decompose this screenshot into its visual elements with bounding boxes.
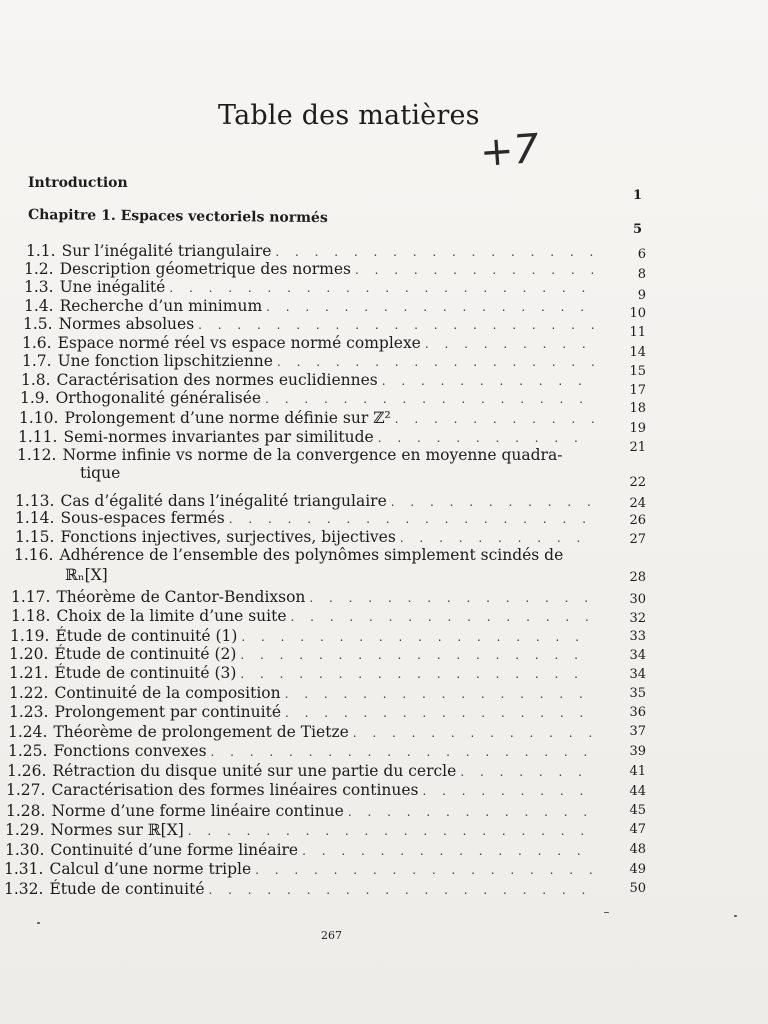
toc-leader-dots — [211, 742, 594, 761]
toc-entry-title: Étude de continuité — [49, 880, 205, 898]
toc-entry-number: 1.25. — [8, 742, 48, 760]
toc-leader-dots — [229, 509, 594, 528]
toc-entry-number: 1.20. — [9, 645, 49, 663]
toc-entry-number: 1.13. — [15, 492, 55, 510]
toc-entry-number: 1.5. — [23, 315, 53, 333]
toc-entry-number: 1.7. — [22, 352, 52, 370]
toc-leader-dots — [353, 723, 594, 742]
toc-entry-page: 6 — [637, 247, 646, 262]
toc-entry-number: 1.3. — [24, 278, 54, 296]
toc-entry[interactable] — [18, 427, 598, 447]
toc-entry-number: 1.24. — [8, 723, 48, 741]
toc-entry-page: 10 — [629, 306, 646, 321]
toc-entry-title: Norme d’une forme linéaire continue — [51, 802, 344, 820]
toc-entry-page: 34 — [629, 648, 646, 663]
toc-entry-title: Caractérisation des formes linéaires continues — [51, 781, 419, 799]
toc-entry-title: Une inégalité — [59, 278, 166, 296]
toc-entry-page: 15 — [629, 364, 646, 379]
toc-entry-number: 1.15. — [15, 528, 55, 546]
toc-entry-title: Étude de continuité (2) — [54, 645, 237, 663]
toc-entry-page: 45 — [629, 803, 646, 818]
toc-entry[interactable] — [24, 277, 598, 297]
toc-leader-dots — [285, 703, 594, 722]
toc-entry-title: Normes sur ℝ[X] — [50, 821, 184, 839]
toc-entry-number: 1.31. — [4, 860, 44, 878]
toc-entry-number: 1.32. — [4, 880, 44, 898]
toc-entry-number: 1.6. — [22, 334, 52, 352]
toc-entry-page: 11 — [629, 325, 646, 340]
footer-page-number: 267 — [321, 929, 342, 942]
toc-entry-title: Norme infinie vs norme de la convergence en moyenne quadra- — [62, 446, 563, 464]
toc-entry-title: Semi-normes invariantes par similitude — [63, 428, 374, 446]
toc-leader-dots — [265, 389, 594, 408]
toc-entry-title: Espace normé réel vs espace normé complexe — [57, 334, 421, 352]
toc-entry[interactable] — [22, 351, 598, 371]
toc-entry[interactable] — [21, 370, 598, 390]
toc-entry-page: 30 — [629, 592, 646, 607]
toc-entry-page: 26 — [629, 513, 646, 528]
introduction-page: 1 — [633, 188, 643, 203]
toc-entry-title: Fonctions injectives, surjectives, bijectives — [60, 528, 396, 546]
toc-entry-page: 9 — [637, 288, 646, 303]
toc-entry-title: Étude de continuité (1) — [55, 627, 238, 645]
toc-leader-dots — [198, 315, 594, 334]
toc-leader-dots — [169, 278, 594, 297]
toc-entry-number: 1.8. — [21, 371, 51, 389]
toc-entry[interactable] — [10, 626, 598, 646]
toc-leader-dots — [460, 762, 594, 781]
toc-entry-title: Continuité de la composition — [54, 684, 281, 702]
toc-entry-title: Continuité d’une forme linéaire — [50, 841, 299, 859]
toc-leader-dots — [188, 821, 594, 840]
toc-entry-number: 1.16. — [14, 546, 54, 564]
toc-entry-number: 1.21. — [9, 664, 49, 682]
toc-entry[interactable] — [24, 259, 598, 279]
toc-entry-title: Cas d’égalité dans l’inégalité triangulaire — [60, 492, 387, 510]
toc-entry-title: Orthogonalité généralisée — [55, 389, 262, 407]
toc-leader-dots — [277, 352, 594, 371]
toc-entry[interactable] — [15, 527, 598, 547]
toc-entry[interactable] — [15, 508, 598, 528]
toc-leader-dots — [423, 781, 595, 800]
toc-leader-dots — [302, 841, 594, 860]
toc-entry-number: 1.2. — [24, 260, 54, 278]
toc-entry-number: 1.1. — [26, 242, 56, 260]
toc-entry-number: 1.12. — [17, 446, 57, 464]
toc-entry-number: 1.9. — [20, 389, 50, 407]
toc-entry-page: 50 — [629, 881, 646, 896]
toc-entry-title: Étude de continuité (3) — [54, 664, 237, 682]
toc-entry-page: 44 — [629, 784, 646, 799]
toc-entry-page: 47 — [629, 822, 646, 837]
toc-entry[interactable] — [6, 801, 598, 821]
toc-leader-dots — [240, 664, 594, 683]
toc-entry[interactable] — [7, 761, 598, 781]
toc-entry-page: 21 — [629, 440, 646, 455]
toc-leader-dots — [395, 409, 594, 428]
toc-entry-page: 39 — [629, 744, 646, 759]
toc-entry-title: Calcul d’une norme triple — [49, 860, 252, 878]
toc-entry-page: 17 — [629, 383, 646, 398]
toc-leader-dots — [291, 607, 594, 626]
toc-entry[interactable] — [17, 445, 606, 465]
toc-entry-page: 41 — [629, 764, 646, 779]
toc-entry-page: 22 — [629, 475, 646, 490]
toc-entry-title: Théorème de Cantor-Bendixson — [56, 588, 306, 606]
toc-entry-page: 24 — [629, 496, 646, 511]
toc-entry-title: Prolongement d’une norme définie sur ℤ² — [64, 409, 391, 427]
toc-entry-number: 1.29. — [5, 821, 45, 839]
toc-entry-title: Prolongement par continuité — [54, 703, 282, 721]
toc-entry[interactable] — [4, 859, 598, 879]
toc-entry[interactable] — [11, 606, 598, 626]
toc-entry-number: 1.18. — [11, 607, 51, 625]
toc-entry-page: 33 — [629, 629, 646, 644]
toc-leader-dots — [255, 860, 594, 879]
toc-entry[interactable] — [8, 741, 598, 761]
toc-entry-title: Rétraction du disque unité sur une partie du cercle — [52, 762, 457, 780]
toc-entry-title: Choix de la limite d’une suite — [56, 607, 287, 625]
toc-entry-page: 27 — [629, 532, 646, 547]
toc-leader-dots — [285, 684, 594, 703]
toc-entry-number: 1.17. — [11, 588, 51, 606]
toc-entry-number: 1.27. — [6, 781, 46, 799]
toc-entry[interactable] — [5, 820, 598, 840]
toc-entry[interactable] — [20, 388, 598, 408]
toc-entry-continuation: ℝₙ[X] — [65, 566, 108, 584]
toc-entry-page: 49 — [629, 862, 646, 877]
chapter-title: Chapitre 1. Espaces vectoriels normés — [27, 207, 328, 227]
toc-entry-page: 34 — [629, 667, 646, 682]
toc-entry-page: 14 — [629, 345, 646, 360]
toc-entry-page: 37 — [629, 724, 646, 739]
scan-speck — [604, 912, 609, 913]
toc-entry-page: 19 — [629, 421, 646, 436]
toc-entry[interactable] — [9, 683, 598, 703]
toc-entry-continuation: tique — [80, 464, 121, 482]
toc-entry-title: Description géometrique des normes — [59, 260, 351, 278]
toc-leader-dots — [348, 802, 594, 821]
toc-entry-number: 1.11. — [18, 428, 58, 446]
toc-entry[interactable] — [14, 545, 606, 565]
toc-entry[interactable] — [23, 314, 598, 334]
toc-entry-title: Fonctions convexes — [53, 742, 207, 760]
scan-speck — [37, 922, 40, 924]
toc-entry-number: 1.4. — [24, 297, 54, 315]
toc-entry[interactable] — [11, 587, 598, 607]
toc-entry-page: 28 — [629, 570, 646, 585]
chapter-page: 5 — [633, 222, 643, 237]
toc-leader-dots — [209, 880, 594, 899]
toc-entry-title: Adhérence de l’ensemble des polynômes simplement scindés de — [59, 546, 564, 564]
toc-entry-page: 35 — [629, 686, 646, 701]
page-title: Table des matières — [218, 100, 480, 131]
toc-entry[interactable] — [9, 644, 598, 664]
toc-entry[interactable] — [24, 296, 598, 316]
toc-leader-dots — [240, 645, 594, 664]
toc-entry[interactable] — [19, 408, 598, 428]
toc-entry-title: Caractérisation des normes euclidiennes — [56, 371, 378, 389]
toc-entry-title: Normes absolues — [58, 315, 195, 333]
toc-entry[interactable] — [22, 333, 598, 353]
toc-entry[interactable] — [9, 702, 598, 722]
toc-entry-title: Théorème de prolongement de Tietze — [53, 723, 349, 741]
scan-speck — [734, 915, 737, 917]
toc-entry-page: 8 — [637, 267, 646, 282]
toc-entry-number: 1.14. — [15, 509, 55, 527]
toc-entry-page: 32 — [629, 611, 646, 626]
toc-entry-page: 18 — [629, 401, 646, 416]
handwritten-annotation: +7 — [478, 125, 541, 177]
toc-entry-title: Sous-espaces fermés — [60, 509, 225, 527]
toc-entry-number: 1.22. — [9, 684, 49, 702]
toc-entry[interactable] — [8, 722, 598, 742]
toc-leader-dots — [309, 588, 594, 607]
toc-entry[interactable] — [5, 840, 598, 860]
toc-entry-number: 1.26. — [7, 762, 47, 780]
toc-entry[interactable] — [9, 663, 598, 683]
toc-entry[interactable] — [4, 879, 598, 899]
toc-entry[interactable] — [6, 780, 598, 800]
toc-entry-number: 1.23. — [9, 703, 49, 721]
toc-entry-number: 1.30. — [5, 841, 45, 859]
toc-entry-title: Sur l’inégalité triangulaire — [61, 242, 272, 260]
toc-entry-number: 1.28. — [6, 802, 46, 820]
toc-entry[interactable] — [26, 241, 598, 261]
toc-entry-number: 1.10. — [19, 409, 59, 427]
toc-entry-title: Recherche d’un minimum — [59, 297, 263, 315]
introduction-label: Introduction — [28, 175, 128, 191]
toc-entry-number: 1.19. — [10, 627, 50, 645]
toc-entry-page: 48 — [629, 842, 646, 857]
toc-entry-page: 36 — [629, 705, 646, 720]
toc-entry-title: Une fonction lipschitzienne — [57, 352, 273, 370]
